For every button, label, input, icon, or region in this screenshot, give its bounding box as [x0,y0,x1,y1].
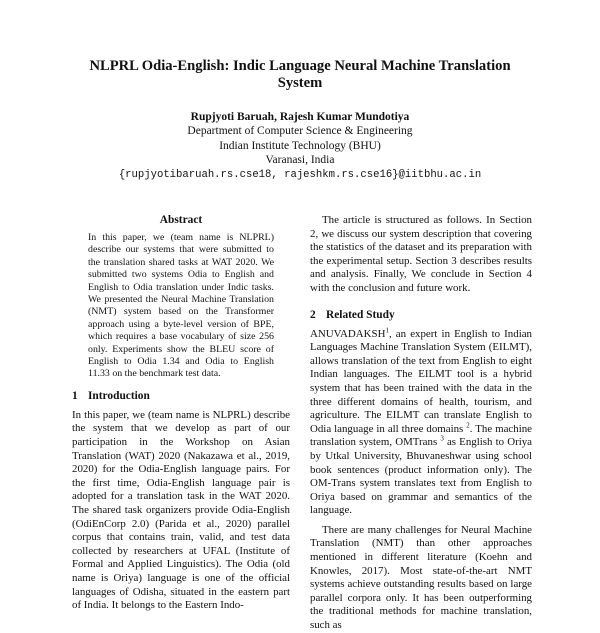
intro-paragraph: In this paper, we (team name is NLPRL) describe the system that we develop as part of our participation in the Workshop on Asian Translation (WAT) 2020 (Nakazawa et al., 2019, 2020) for the Odia-English language pairs. For the first time, Odia-English language pair is adopted for a translation task in the WAT 2020. The shared task organizers provide Odia-English (OdiEnCorp 2.0) (Parida et al., 2020) parallel corpus that contains train, valid, and test data collected by researchers at UFAL (Institute of Formal and Applied Linguistics). The Odia (old name is Oriya) language is one of the official languages of Odisha, situated in the eastern part of India. It belongs to the Eastern Indo- [72,408,290,612]
related-p1-start: ANUVADAKSH [310,327,386,340]
right-column [310,214,532,633]
intro-section-number: 1 [72,389,78,402]
author-block [60,110,540,182]
author-names: Rupjyoti Baruah, Rajesh Kumar Mundotiya [190,111,410,123]
abstract-heading: Abstract [159,214,203,226]
abstract-text: In this paper, we (team name is NLPRL) describe our systems that were submitted to the translation shared tasks at WAT 2020. We submitted two systems Odia to English and English to Odia translation under Indic tasks. We presented the Neural Machine Translation (NMT) system based on the Transformer approach using a byte-level version of BPE, which requires a base vocabulary of size 256 only. Experiments show the BLEU score of English to Odia 1.34 and Odia to English 11.33 on the benchmark test data. [88,232,274,380]
footnote-marker-3: 3 [440,434,444,443]
related-section-number: 2 [310,308,316,321]
footnote-marker-1: 1 [385,325,389,334]
intro-section-title: Introduction [88,389,150,402]
affiliation-city: Varanasi, India [265,154,335,167]
left-column [72,214,290,613]
related-paragraph-2: There are many challenges for Neural Machine Translation (NMT) than other approaches mentioned in different literature (Koehn and Knowles, 2017). Most state-of-the-art NMT systems achieve outstanding results based on large parallel corpora only. It has been outperforming the traditional methods for machine translation, such as [310,523,532,632]
intro-heading [72,390,290,402]
title-line-2: System [277,75,323,91]
related-heading [310,309,532,321]
author-emails: {rupjyotibaruah.rs.cse18, rajeshkm.rs.cse16}@iitbhu.ac.in [118,168,482,181]
related-p1-end: as English to Oriya by Utkal University, Bhuvaneshwar using school book sentences (product information only). The OM-Trans system translates text from English to Oriya based on grammar and semantics of the language. [310,436,532,517]
title-line-1: NLPRL Odia-English: Indic Language Neural Machine Translation [89,58,511,74]
related-paragraph-1 [310,325,533,518]
affiliation-department: Department of Computer Science & Engineering [187,125,413,138]
structure-paragraph: The article is structured as follows. In Section 2, we discuss our system description that covering the statistics of the dataset and its preparation with the experimental setup. Section 3 describes results and analysis. Finally, We conclude in Section 4 with the conclusion and future work. [310,214,532,294]
related-p1-mid1: , an expert in English to Indian Languages Machine Translation System (EILMT), allows translation of the text from English to eight Indian languages. The EILMT tool is a hybrid system that has been trained with the data in the three different domains of health, tourism, and agriculture. The EILMT can translate English to Odia language in all three domains [310,327,532,435]
footnote-marker-2: 2 [466,421,470,430]
paper-title [60,58,540,92]
affiliation-institute: Indian Institute Technology (BHU) [219,139,381,152]
related-p1-mid2: . The machine translation system, OMTrans [310,422,533,449]
related-section-title: Related Study [326,308,395,321]
